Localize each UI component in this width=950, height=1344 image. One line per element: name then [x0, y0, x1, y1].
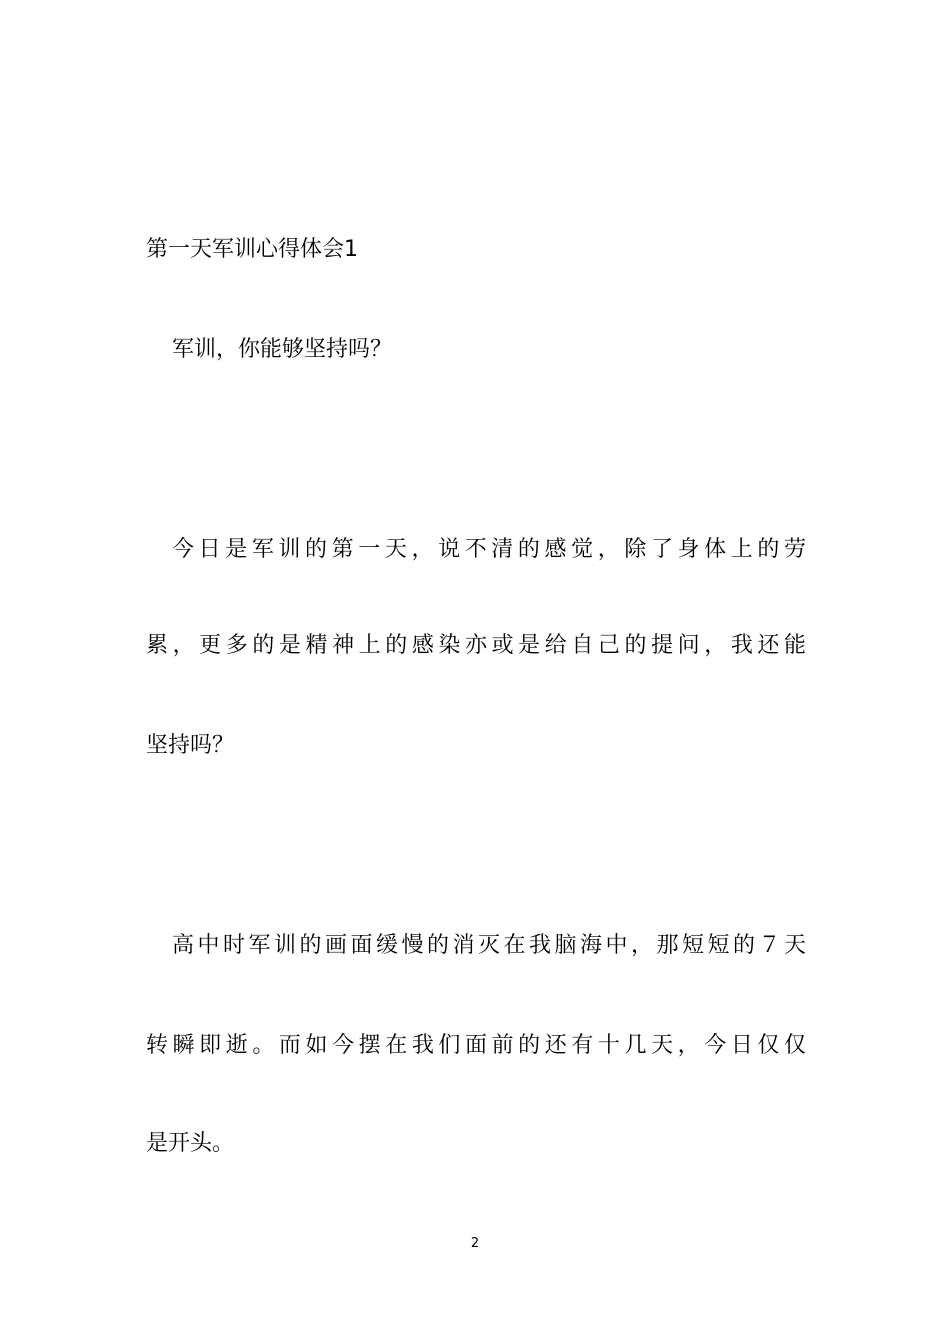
page-number: 2	[470, 1236, 480, 1251]
paragraph-2-line-2: 累，更多的是精神上的感染亦或是给自己的提问，我还能	[146, 633, 806, 658]
paragraph-2-line-3: 坚持吗？	[146, 733, 235, 758]
paragraph-3-line-2: 转瞬即逝。而如今摆在我们面前的还有十几天，今日仅仅	[146, 1033, 806, 1058]
paragraph-3-line-1: 高中时军训的画面缓慢的消灭在我脑海中，那短短的７天	[172, 933, 806, 958]
section-heading: 第一天军训心得体会1	[146, 237, 358, 262]
paragraph-2-line-1: 今日是军训的第一天，说不清的感觉，除了身体上的劳	[172, 537, 806, 562]
paragraph-3-line-3: 是开头。	[146, 1131, 235, 1156]
paragraph-1-line-1: 军训，你能够坚持吗？	[172, 337, 393, 362]
